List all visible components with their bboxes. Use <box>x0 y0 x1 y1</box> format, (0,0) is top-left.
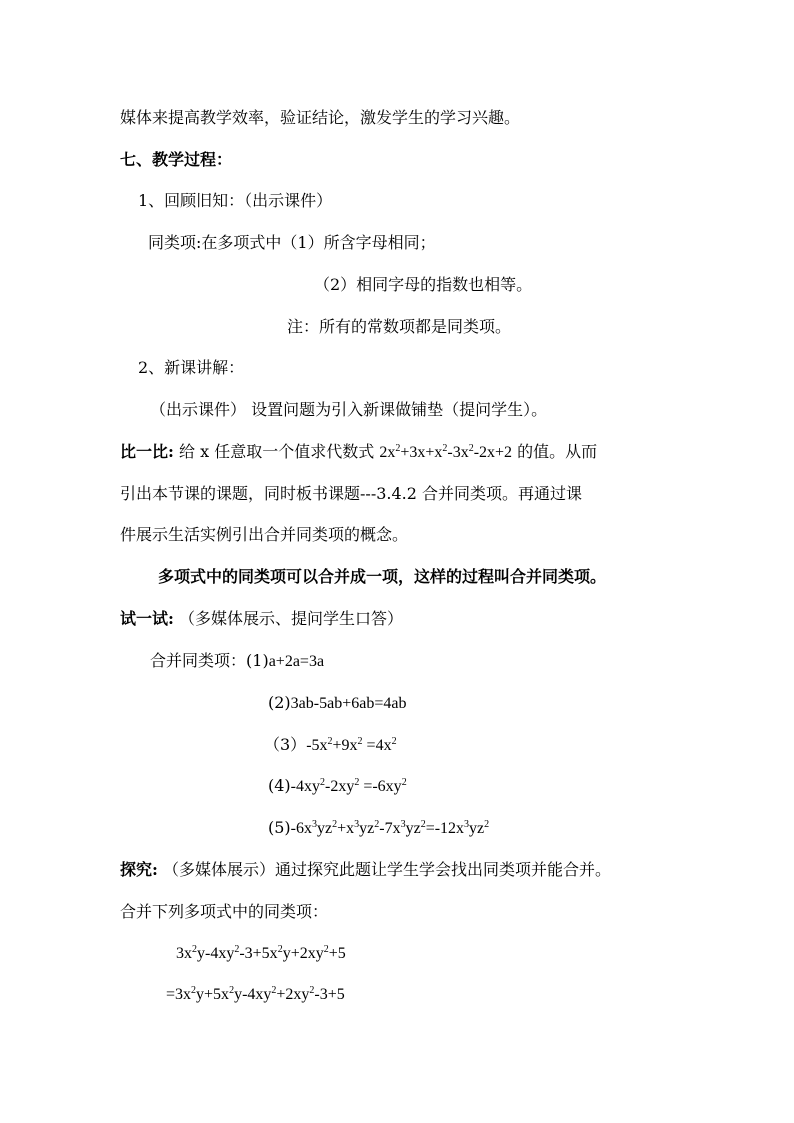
compare-line <box>120 442 597 463</box>
paragraph-line: 件展示生活实例引出合并同类项的概念。 <box>120 525 409 544</box>
exercise-5 <box>268 818 489 839</box>
equation: 3ab-5ab+6ab=4ab <box>290 695 407 712</box>
exercise-2 <box>268 693 406 714</box>
explore-line <box>120 860 611 880</box>
section-heading: 七、教学过程： <box>120 150 233 169</box>
definition-line-1: 同类项:在多项式中（1）所含字母相同； <box>148 233 436 252</box>
exercise-number: (2) <box>268 693 291 712</box>
expression: $2x^2+3x+x^2-3x^2-2x+2$ <box>379 443 513 461</box>
compare-label: 比一比: <box>120 442 174 461</box>
paragraph-line: 引出本节课的课题，同时板书课题---3.4.2 合并同类项。再通过课 <box>120 484 583 503</box>
equation: $-6x^3yz^2+x^3yz^2-7x^3yz^2=-12x^3yz^2$ <box>290 819 490 837</box>
exercise-number: (5) <box>268 818 291 837</box>
note-line: 注：所有的常数项都是同类项。 <box>287 317 512 336</box>
exercise-number: （3） <box>264 735 307 754</box>
polynomial-expression: $3x^2y-4xy^2-3+5x^2y+2xy^2+5$ <box>176 944 346 962</box>
subheading-review: 1、回顾旧知：（出示课件） <box>138 191 333 210</box>
equation: $-5x^2+9x^2 =4x^2$ <box>306 736 397 754</box>
explore-label: 探究: <box>120 860 158 879</box>
explore-text: （多媒体展示）通过探究此题让学生学会找出同类项并能合并。 <box>163 860 612 879</box>
polynomial-rearranged: $=3x^2y+5x^2y-4xy^2+2xy^2-3+5$ <box>166 985 345 1003</box>
equation: a+2a=3a <box>268 653 325 670</box>
exercise-3 <box>264 735 397 756</box>
definition-line-2: （2）相同字母的指数也相等。 <box>314 275 533 294</box>
exercise-4 <box>268 776 407 797</box>
subheading-new-lesson: 2、新课讲解： <box>138 358 245 377</box>
exercise-number: (1) <box>246 651 269 670</box>
try-text: （多媒体展示、提问学生口答） <box>179 609 404 628</box>
exercise-label: 合并同类项： <box>150 651 247 670</box>
paragraph-line: 媒体来提高教学效率，验证结论，激发学生的学习兴趣。 <box>120 108 521 127</box>
paragraph-line: （出示课件） 设置问题为引入新课做铺垫（提问学生）。 <box>150 400 548 419</box>
compare-text-end: 的值。从而 <box>517 442 598 461</box>
try-label: 试一试: <box>120 609 174 628</box>
concept-definition: 多项式中的同类项可以合并成一项，这样的过程叫合并同类项。 <box>158 567 607 586</box>
exercise-number: (4) <box>268 776 291 795</box>
try-line <box>120 609 403 629</box>
exercise-1 <box>150 651 324 672</box>
compare-text: 给 x 任意取一个值求代数式 <box>179 442 375 461</box>
equation: $-4xy^2-2xy^2 =-6xy^2$ <box>290 777 407 795</box>
paragraph-line: 合并下列多项式中的同类项： <box>120 902 329 921</box>
